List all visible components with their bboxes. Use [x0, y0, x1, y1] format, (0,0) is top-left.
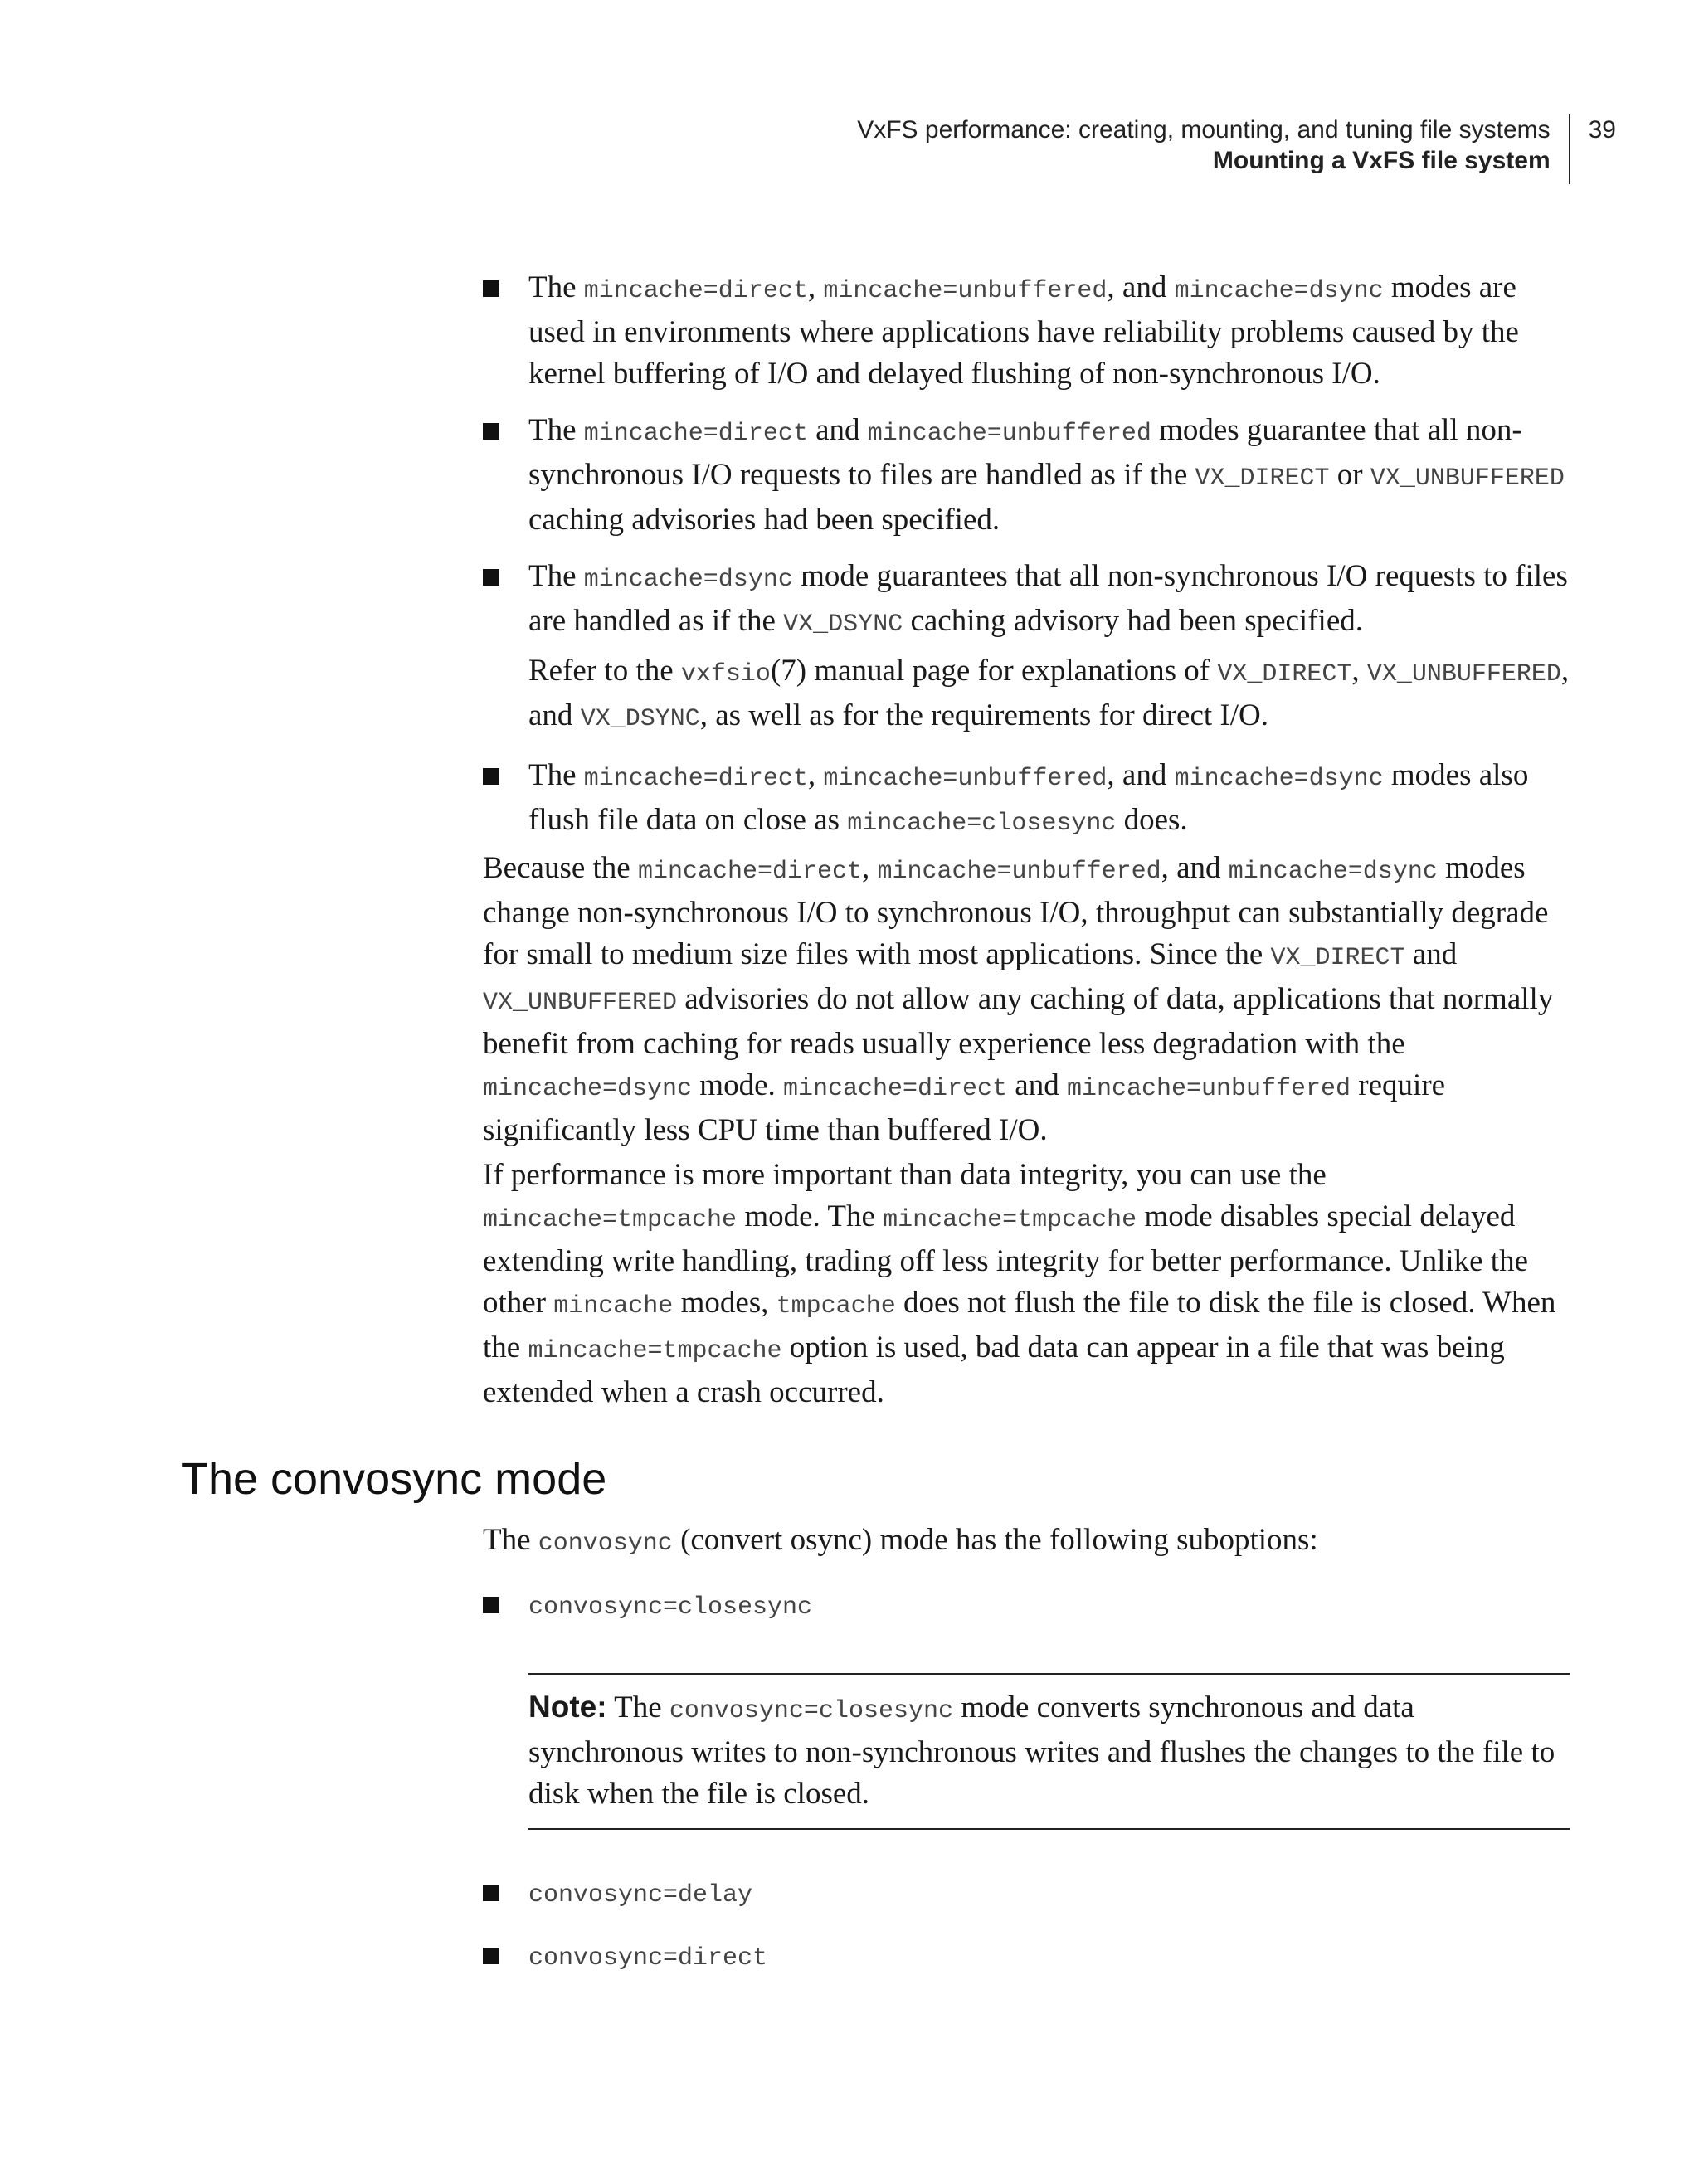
list-item — [483, 556, 1570, 740]
text: The — [528, 559, 584, 593]
code: mincache=unbuffered — [877, 858, 1161, 886]
text: mode disables special delayed extending write handling, trading off less integrity for better performance. Unlike the other — [483, 1199, 1529, 1320]
code: mincache=direct — [637, 858, 863, 886]
option-code: convosync=closesync — [528, 1593, 813, 1622]
text: mode. The — [737, 1199, 884, 1233]
text: The — [528, 413, 584, 447]
running-header — [857, 114, 1570, 184]
bullet-icon — [483, 280, 499, 297]
bullet-icon — [483, 1597, 499, 1613]
text: caching advisory had been specified. — [903, 604, 1363, 638]
code: mincache=direct — [583, 420, 808, 448]
code: VX_DIRECT — [1270, 944, 1405, 972]
code: VX_UNBUFFERED — [1370, 465, 1565, 493]
bullet-icon — [483, 1948, 499, 1964]
code: tmpcache — [776, 1292, 896, 1321]
text: (7) manual page for explanations of — [770, 654, 1218, 688]
paragraph-because — [483, 848, 1570, 1151]
list-item — [483, 1871, 1570, 1916]
convosync-option-list-2 — [483, 1871, 1570, 1994]
note-box — [528, 1673, 1570, 1830]
note-label: Note: — [528, 1690, 607, 1724]
code: mincache=unbuffered — [867, 420, 1151, 448]
bullet-icon — [483, 1885, 499, 1901]
chapter-title: VxFS performance: creating, mounting, and tuning file systems — [857, 116, 1551, 143]
code: mincache=direct — [583, 277, 808, 305]
code: VX_UNBUFFERED — [483, 989, 678, 1017]
code: mincache — [553, 1292, 674, 1321]
list-item — [483, 1583, 1570, 1628]
text: The — [483, 1523, 538, 1557]
code: mincache=tmpcache — [483, 1206, 738, 1234]
text: does. — [1116, 803, 1188, 837]
paragraph-tmpcache — [483, 1155, 1570, 1413]
code: convosync=closesync — [669, 1697, 953, 1725]
code: VX_DIRECT — [1195, 465, 1330, 493]
text: advisories do not allow any caching of data, applications that normally benefit from caching for reads usually experience less degradation with the — [483, 982, 1554, 1061]
text: and — [1007, 1068, 1067, 1102]
text: , and — [1107, 270, 1175, 304]
code: mincache=unbuffered — [823, 765, 1108, 793]
text: caching advisories had been specified. — [528, 503, 1000, 537]
section-heading: The convosync mode — [181, 1454, 607, 1504]
bullet-icon — [483, 569, 499, 586]
code: mincache=direct — [583, 765, 808, 793]
text: (convert osync) mode has the following suboptions: — [672, 1523, 1318, 1557]
code: mincache=unbuffered — [823, 277, 1108, 305]
code: mincache=tmpcache — [883, 1206, 1137, 1234]
text: , as well as for the requirements for direct I/O. — [699, 698, 1268, 732]
text: and — [807, 413, 868, 447]
list-item — [483, 1934, 1570, 1979]
code: mincache=closesync — [847, 810, 1117, 838]
code: mincache=dsync — [1174, 765, 1384, 793]
code: VX_DIRECT — [1217, 660, 1352, 688]
text: and — [1404, 937, 1458, 971]
text: , and — [1107, 758, 1175, 792]
option-code: convosync=delay — [528, 1881, 753, 1909]
text: modes, — [673, 1286, 776, 1320]
text: , — [807, 270, 824, 304]
text: modes change non-synchronous I/O to synchronous I/O, throughput can substantially degrade for small to medium size files with most applications. Since the — [483, 851, 1549, 971]
text: does not flush the file to disk the file is closed. When the — [483, 1286, 1556, 1364]
text: mode guarantees that all non-synchronous I/O requests to files are handled as if the — [528, 559, 1568, 638]
bullet-paragraph — [528, 556, 1570, 645]
convosync-option-list — [483, 1583, 1570, 1643]
bullet-paragraph — [528, 650, 1570, 740]
text: Refer to the — [528, 654, 681, 688]
code: mincache=tmpcache — [528, 1337, 782, 1365]
text: , and — [1161, 851, 1229, 885]
text: The — [528, 758, 584, 792]
bullet-icon — [483, 768, 499, 785]
text: modes also flush file data on close as — [528, 758, 1529, 837]
page-number: 39 — [1588, 116, 1616, 143]
text: option is used, bad data can appear in a file that was being extended when a crash occurred. — [483, 1330, 1505, 1409]
text: , and — [528, 654, 1570, 732]
text: If performance is more important than data integrity, you can use the — [483, 1158, 1327, 1192]
text: Because the — [483, 851, 638, 885]
text: or — [1329, 458, 1370, 492]
text: modes are used in environments where applications have reliability problems caused by the kernel buffering of I/O and delayed flushing of non-synchronous I/O. — [528, 270, 1519, 391]
page-header — [857, 114, 1616, 184]
code: mincache=dsync — [583, 566, 793, 594]
bullet-icon — [483, 423, 499, 440]
code: convosync — [538, 1530, 673, 1558]
list-item — [483, 267, 1570, 395]
code: mincache=dsync — [1228, 858, 1438, 886]
code: VX_DSYNC — [783, 610, 903, 639]
code: VX_UNBUFFERED — [1366, 660, 1561, 688]
text: , — [862, 851, 878, 885]
code: VX_DSYNC — [580, 705, 700, 733]
code: mincache=dsync — [483, 1075, 693, 1103]
text: require significantly less CPU time than buffered I/O. — [483, 1068, 1446, 1147]
text: The — [606, 1690, 669, 1724]
section-intro — [483, 1520, 1570, 1564]
option-code: convosync=direct — [528, 1944, 768, 1972]
code: vxfsio — [680, 660, 771, 688]
text: , — [1351, 654, 1367, 688]
text: mode converts synchronous and data synchronous writes to non-synchronous writes and flushes the changes to the file to disk when the file is closed. — [528, 1690, 1555, 1811]
list-item — [483, 755, 1570, 844]
code: mincache=dsync — [1174, 277, 1384, 305]
list-item — [483, 410, 1570, 541]
text: The — [528, 270, 584, 304]
code: mincache=unbuffered — [1066, 1075, 1351, 1103]
text: , — [807, 758, 824, 792]
section-title: Mounting a VxFS file system — [1212, 147, 1551, 174]
text: modes guarantee that all non-synchronous I/O requests to files are handled as if the — [528, 413, 1522, 492]
code: mincache=direct — [783, 1075, 1008, 1103]
text: mode. — [692, 1068, 783, 1102]
mincache-bullet-list — [483, 267, 1570, 859]
